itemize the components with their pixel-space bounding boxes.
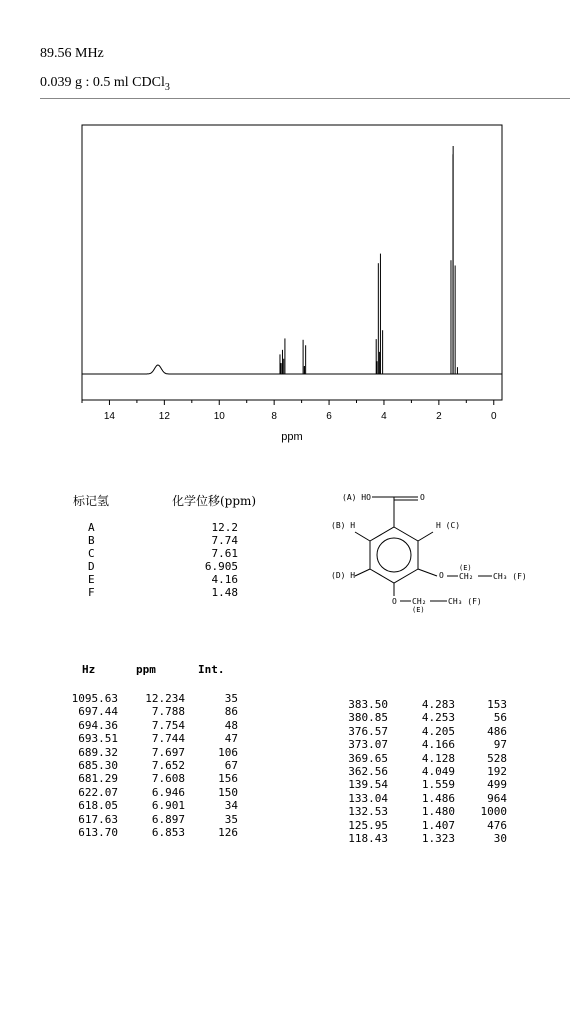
left-int-column [200, 692, 238, 839]
peak-table-cell: 150 [218, 785, 238, 799]
peak-table-cell: 369.65 [348, 751, 388, 765]
peak-table-cell: 67 [224, 759, 238, 773]
peak-table-cell: 34 [224, 799, 238, 813]
peak-table-cell: 4.128 [421, 751, 455, 765]
assign-label: B [88, 534, 95, 547]
peak-table-cell: 133.04 [348, 791, 388, 805]
peak-table-cell: 697.44 [78, 705, 118, 719]
peak-table-cell: 4.205 [421, 724, 455, 738]
peak-table-cell: 132.53 [348, 805, 388, 819]
peak-header-hz: Hz [82, 663, 96, 676]
structure-label-d: (D) H [331, 571, 356, 580]
methylene-2: CH₂ [412, 597, 427, 606]
structure-label-c: H (C) [436, 521, 461, 530]
peak-header-int: Int. [198, 663, 225, 676]
peak-table-cell: 1.323 [421, 832, 455, 846]
peak-table-cell: 7.754 [151, 718, 185, 732]
peak-table-cell: 681.29 [78, 772, 118, 786]
peak-table-cell: 622.07 [78, 785, 118, 799]
peak-table-cell: 7.652 [151, 759, 185, 773]
assign-label: D [88, 560, 95, 573]
peak-table-cell: 86 [224, 705, 238, 719]
peak-table-cell: 153 [487, 698, 507, 711]
carbonyl-oxygen: O [420, 493, 425, 502]
peak-table-cell: 1095.63 [71, 692, 118, 705]
sample-text: 0.039 g : 0.5 ml CDCl [40, 75, 165, 90]
peak-table-cell: 376.57 [348, 724, 388, 738]
peak-table-cell: 12.234 [145, 692, 185, 705]
peak-table-cell: 618.05 [78, 799, 118, 813]
peak-table-cell: 362.56 [348, 765, 388, 779]
assign-shift: 4.16 [211, 573, 238, 586]
peak-table-cell: 97 [493, 738, 507, 752]
peak-table-cell: 7.744 [151, 732, 185, 746]
peak-table-cell: 139.54 [348, 778, 388, 792]
peak-header-ppm: ppm [136, 663, 156, 676]
assign-label: C [88, 547, 95, 560]
peak-table-cell: 4.166 [421, 738, 455, 752]
assign-label-header: 标记氢 [73, 494, 110, 508]
peak-table-cell: 118.43 [348, 832, 388, 846]
peak-table-cell: 689.32 [78, 745, 118, 759]
peak-table-cell: 1000 [480, 805, 507, 819]
assign-shift: 7.74 [211, 534, 238, 547]
peak-table-cell: 1.407 [421, 818, 455, 832]
right-hz-column [330, 698, 388, 845]
assign-shift: 12.2 [211, 521, 238, 534]
peak-table-cell: 4.049 [421, 765, 455, 779]
peak-table-cell: 7.788 [151, 705, 185, 719]
x-tick-label: 4 [381, 411, 387, 422]
peak-table-cell: 6.853 [151, 826, 185, 840]
peak-table-cell: 192 [487, 765, 507, 779]
peak-table-cell: 617.63 [78, 812, 118, 826]
peak-table-cell: 486 [487, 724, 507, 738]
peak-table-cell: 528 [487, 751, 507, 765]
x-tick-label: 2 [436, 411, 442, 422]
left-ppm-column [130, 692, 185, 839]
peak-table-cell: 685.30 [78, 759, 118, 773]
right-ppm-column [400, 698, 455, 845]
peak-table-cell: 48 [224, 718, 238, 732]
peak-table-cell: 47 [224, 732, 238, 746]
peak-table-cell: 1.559 [421, 778, 455, 792]
assign-shift: 1.48 [211, 586, 238, 599]
methyl-f1: CH₃ (F) [493, 572, 527, 581]
x-tick-label: 14 [103, 411, 116, 422]
structure-label-e2: (E) [412, 606, 425, 614]
peak-table-cell: 156 [218, 772, 238, 786]
peak-table-cell: 380.85 [348, 711, 388, 725]
x-tick-label: 12 [158, 411, 170, 422]
peak-table-cell: 4.283 [421, 698, 455, 711]
peak-table-cell: 106 [218, 745, 238, 759]
peak-table-cell: 693.51 [78, 732, 118, 746]
structure-bonds [355, 497, 492, 601]
peak-table-cell: 7.697 [151, 745, 185, 759]
assign-shift: 7.61 [211, 547, 238, 560]
peak-table-cell: 476 [487, 818, 507, 832]
peak-table-cell: 35 [224, 692, 238, 705]
ether-oxygen-2: O [392, 597, 397, 606]
peak-table-cell: 383.50 [348, 698, 388, 711]
ether-oxygen-1: O [439, 571, 444, 580]
peak-table-cell: 1.486 [421, 791, 455, 805]
structure-label-e1: (E) [459, 564, 472, 572]
methyl-f2: CH₃ (F) [448, 597, 482, 606]
assign-label: E [88, 573, 95, 586]
peak-table-cell: 126 [218, 826, 238, 840]
x-tick-label: 0 [490, 411, 497, 422]
peak-table-cell: 56 [493, 711, 507, 725]
peak-table-cell: 964 [487, 791, 507, 805]
assign-shift-header: 化学位移(ppm) [172, 494, 257, 508]
sample-subscript: 3 [164, 81, 170, 93]
peak-table-cell: 35 [224, 812, 238, 826]
peak-table-cell: 1.480 [421, 805, 455, 819]
peak-table-cell: 373.07 [348, 738, 388, 752]
structure-label-a: (A) HO [342, 493, 371, 502]
x-tick-label: 6 [326, 411, 332, 422]
peak-table-cell: 125.95 [348, 818, 388, 832]
x-axis-label: ppm [281, 431, 303, 443]
right-int-column [465, 698, 507, 845]
peak-table-cell: 30 [493, 832, 507, 846]
peak-table-cell: 4.253 [421, 711, 455, 725]
peak-table-cell: 6.897 [151, 812, 185, 826]
peak-table-cell: 6.901 [151, 799, 185, 813]
left-hz-column [60, 692, 118, 839]
peak-table-cell: 7.608 [151, 772, 185, 786]
methylene-1: CH₂ [459, 572, 474, 581]
peak-table-cell: 6.946 [151, 785, 185, 799]
assign-label: A [88, 521, 95, 534]
assign-shift: 6.905 [204, 560, 238, 573]
peak-table-cell: 499 [487, 778, 507, 792]
x-tick-label: 10 [213, 411, 225, 422]
peak-table-cell: 694.36 [78, 718, 118, 732]
structure-label-b: (B) H [331, 521, 356, 530]
peak-table-cell: 613.70 [78, 826, 118, 840]
spectrometer-frequency: 89.56 MHz [40, 46, 104, 61]
x-tick-label: 8 [271, 411, 277, 422]
assign-label: F [88, 586, 95, 599]
